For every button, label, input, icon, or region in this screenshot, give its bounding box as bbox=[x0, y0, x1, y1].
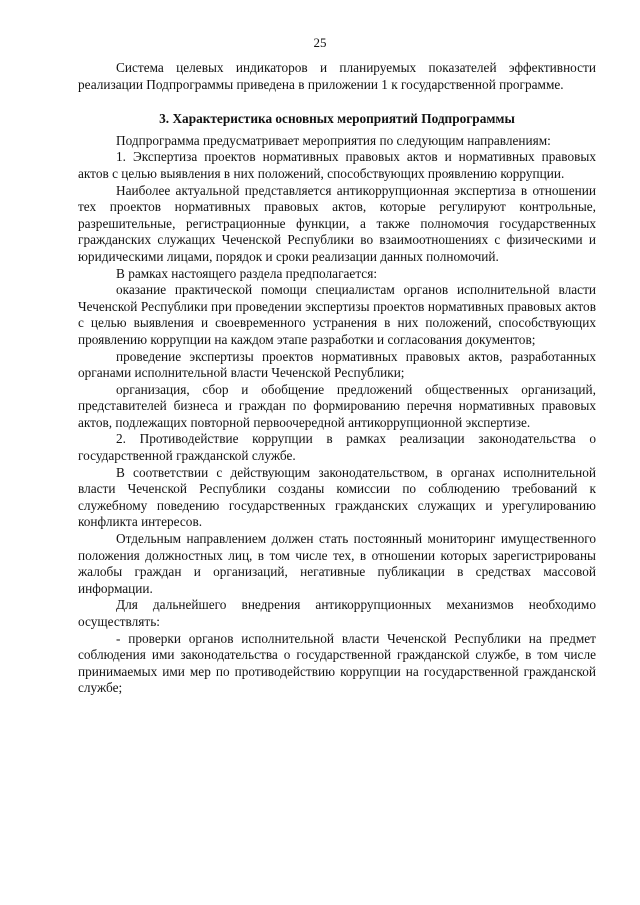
body-paragraph: - проверки органов исполнительной власти Чеченской Республики на предмет соблюдения ими законодательства о государственной гражданской службе, в том числе принимаемых ими мер по противодействию коррупции на государственной гражданской службе; bbox=[78, 630, 596, 696]
body-paragraph: Отдельным направлением должен стать постоянный мониторинг имущественного положения должностных лиц, в том числе тех, в отношении которых зарегистрированы жалобы граждан и организаций, негативные публикации в средствах массовой информации. bbox=[78, 531, 596, 596]
body-paragraph: Для дальнейшего внедрения антикоррупционных механизмов необходимо осуществлять: bbox=[78, 597, 596, 629]
body-paragraph: В рамках настоящего раздела предполагается: bbox=[116, 265, 378, 281]
body-paragraph: Подпрограмма предусматривает мероприятия по следующим направлениям: bbox=[116, 132, 551, 148]
body-paragraph: организация, сбор и обобщение предложений общественных организаций, представителей бизнеса и граждан по формированию перечня нормативных правовых актов, подлежащих повторной первоочередной антикоррупционной экспертизе. bbox=[78, 381, 596, 430]
page-number: 25 bbox=[313, 35, 327, 50]
body-paragraph: 1. Экспертиза проектов нормативных правовых актов и нормативных правовых актов с целью выявления в них положений, способствующих проявлению коррупции. bbox=[78, 149, 596, 181]
body-paragraph: Наиболее актуальной представляется антикоррупционная экспертиза в отношении тех проектов нормативных правовых актов, которые регулируют контрольные, разрешительные, регистрационные функции, а также полномочия государственных гражданских служащих Чеченской Республики во взаимоотношениях с физическими и юридическими лицами, порядок и сроки реализации данных полномочий. bbox=[78, 182, 596, 264]
body-paragraph: 2. Противодействие коррупции в рамках реализации законодательства о государственной гражданской службе. bbox=[78, 431, 596, 464]
section-heading: 3. Характеристика основных мероприятий Подпрограммы bbox=[159, 111, 515, 127]
intro-paragraph: Система целевых индикаторов и планируемых показателей эффективности реализации Подпрограммы приведена в приложении 1 к государственной программе. bbox=[78, 60, 596, 92]
page-content bbox=[78, 60, 596, 697]
body-paragraph: проведение экспертизы проектов нормативных правовых актов, разработанных органами исполнительной власти Чеченской Республики; bbox=[78, 348, 596, 381]
body-paragraph: оказание практической помощи специалистам органов исполнительной власти Чеченской Республики при проведении экспертизы проектов нормативных правовых актов с целью выявления и своевременного устранения в них положений, способствующих проявлению коррупции на каждом этапе разработки и согласования документов; bbox=[78, 282, 596, 347]
body-paragraph: В соответствии с действующим законодательством, в органах исполнительной власти Чеченской Республики созданы комиссии по соблюдению требований к служебному поведению государственных гражданских служащих и урегулированию конфликта интересов. bbox=[78, 464, 596, 530]
